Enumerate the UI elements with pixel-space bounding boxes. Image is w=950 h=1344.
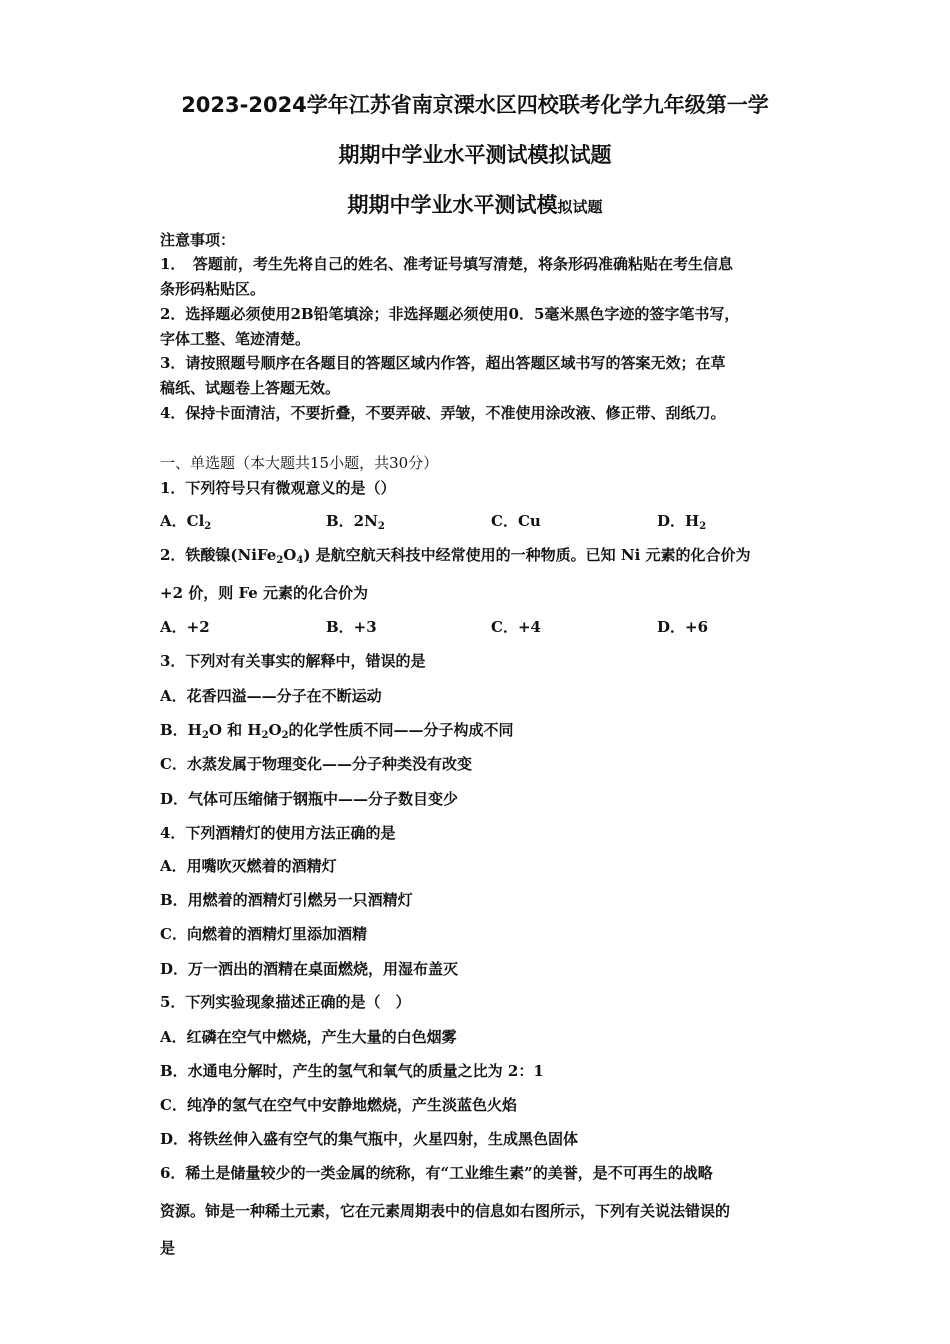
q3-option-c: C．水蒸发属于物理变化——分子种类没有改变 (160, 755, 472, 773)
q2-option-c: C．+4 (491, 618, 541, 636)
q3-option-b (160, 719, 514, 740)
notice-line: 条形码粘贴区。 (160, 280, 266, 298)
notice-line: 3．请按照题号顺序在各题目的答题区域内作答，超出答题区域书写的答案无效；在草 (160, 354, 726, 372)
q1-b-text: B．2N (326, 512, 378, 530)
q3-b-part: O (268, 721, 282, 739)
title-line-2: 期期中学业水平测试模拟试题 (338, 143, 612, 167)
q5-option-d: D．将铁丝伸入盛有空气的集气瓶中，火星四射，生成黑色固体 (160, 1130, 579, 1148)
question-5-stem: 5．下列实验现象描述正确的是（ ） (160, 993, 411, 1011)
q2-stem-part: ) 是航空航天科技中经常使用的一种物质。已知 Ni 元素的化合价为 (303, 546, 751, 564)
notice-line: 稿纸、试题卷上答题无效。 (160, 379, 341, 397)
section-heading: 一、单选题（本大题共15小题，共30分） (160, 454, 439, 472)
notice-line: 4．保持卡面清洁，不要折叠，不要弄破、弄皱，不准使用涂改液、修正带、刮纸刀。 (160, 404, 726, 422)
q3-option-d: D．气体可压缩储于钢瓶中——分子数目变少 (160, 790, 459, 808)
q2-stem-sub: 4 (296, 555, 304, 566)
title-line-3 (0, 189, 950, 219)
question-3-stem: 3．下列对有关事实的解释中，错误的是 (160, 652, 426, 670)
q1-option-a (160, 510, 211, 531)
q3-b-sub: 2 (261, 730, 269, 741)
q2-stem-sub: 2 (276, 555, 284, 566)
q3-b-sub: 2 (201, 730, 209, 741)
q1-a-text: A．Cl (160, 512, 205, 530)
q2-option-a: A．+2 (160, 618, 210, 636)
question-6-stem: 6．稀土是储量较少的一类金属的统称，有“工业维生素”的美誉，是不可再生的战略 (160, 1164, 713, 1182)
q1-option-c: C．Cu (491, 512, 541, 530)
q4-option-d: D．万一洒出的酒精在桌面燃烧，用湿布盖灭 (160, 960, 459, 978)
title-line-3-main: 期期中学业水平测试模 (347, 193, 558, 217)
notice-line: 2．选择题必须使用2B铅笔填涂；非选择题必须使用0．5毫米黑色字迹的签字笔书写， (160, 305, 740, 323)
q1-d-text: D．H (657, 512, 700, 530)
q4-option-c: C．向燃着的酒精灯里添加酒精 (160, 925, 367, 943)
q3-b-part: 的化学性质不同——分子构成不同 (288, 721, 514, 739)
title-line-1: 2023-2024学年江苏省南京溧水区四校联考化学九年级第一学 (181, 93, 769, 117)
notice-line: 字体工整、笔迹清楚。 (160, 330, 311, 348)
q3-option-a: A．花香四溢——分子在不断运动 (160, 687, 382, 705)
q1-b-sub: 2 (377, 521, 385, 532)
title-line-3-small: 拟试题 (557, 198, 603, 216)
question-1-stem: 1．下列符号只有微观意义的是（） (160, 479, 396, 497)
q3-b-sub: 2 (281, 730, 289, 741)
question-6-stem-line-2: 资源。铈是一种稀土元素，它在元素周期表中的信息如右图所示，下列有关说法错误的 (160, 1202, 731, 1220)
q5-option-c: C．纯净的氢气在空气中安静地燃烧，产生淡蓝色火焰 (160, 1096, 517, 1114)
q4-option-a: A．用嘴吹灭燃着的酒精灯 (160, 857, 337, 875)
q5-option-a: A．红磷在空气中燃烧，产生大量的白色烟雾 (160, 1028, 457, 1046)
question-4-stem: 4．下列酒精灯的使用方法正确的是 (160, 824, 396, 842)
q2-option-b: B．+3 (326, 618, 377, 636)
q1-option-d (657, 510, 706, 531)
q2-stem-part: 2．铁酸镍(NiFe (160, 546, 277, 564)
q1-d-sub: 2 (699, 521, 707, 532)
notice-heading: 注意事项： (160, 231, 236, 249)
q4-option-b: B．用燃着的酒精灯引燃另一只酒精灯 (160, 891, 413, 909)
question-2-stem (160, 544, 751, 565)
q2-option-d: D．+6 (657, 618, 709, 636)
question-6-stem-line-3: 是 (160, 1239, 176, 1257)
notice-line: 1． 答题前，考生先将自己的姓名、准考证号填写清楚，将条形码准确粘贴在考生信息 (160, 255, 733, 273)
question-2-stem-line-2: +2 价，则 Fe 元素的化合价为 (160, 584, 369, 602)
q1-option-b (326, 510, 385, 531)
q5-option-b: B．水通电分解时，产生的氢气和氧气的质量之比为 2：1 (160, 1062, 544, 1080)
q3-b-part: O 和 H (208, 721, 262, 739)
q3-b-part: B．H (160, 721, 202, 739)
q2-stem-part: O (283, 546, 297, 564)
q1-a-sub: 2 (204, 521, 212, 532)
